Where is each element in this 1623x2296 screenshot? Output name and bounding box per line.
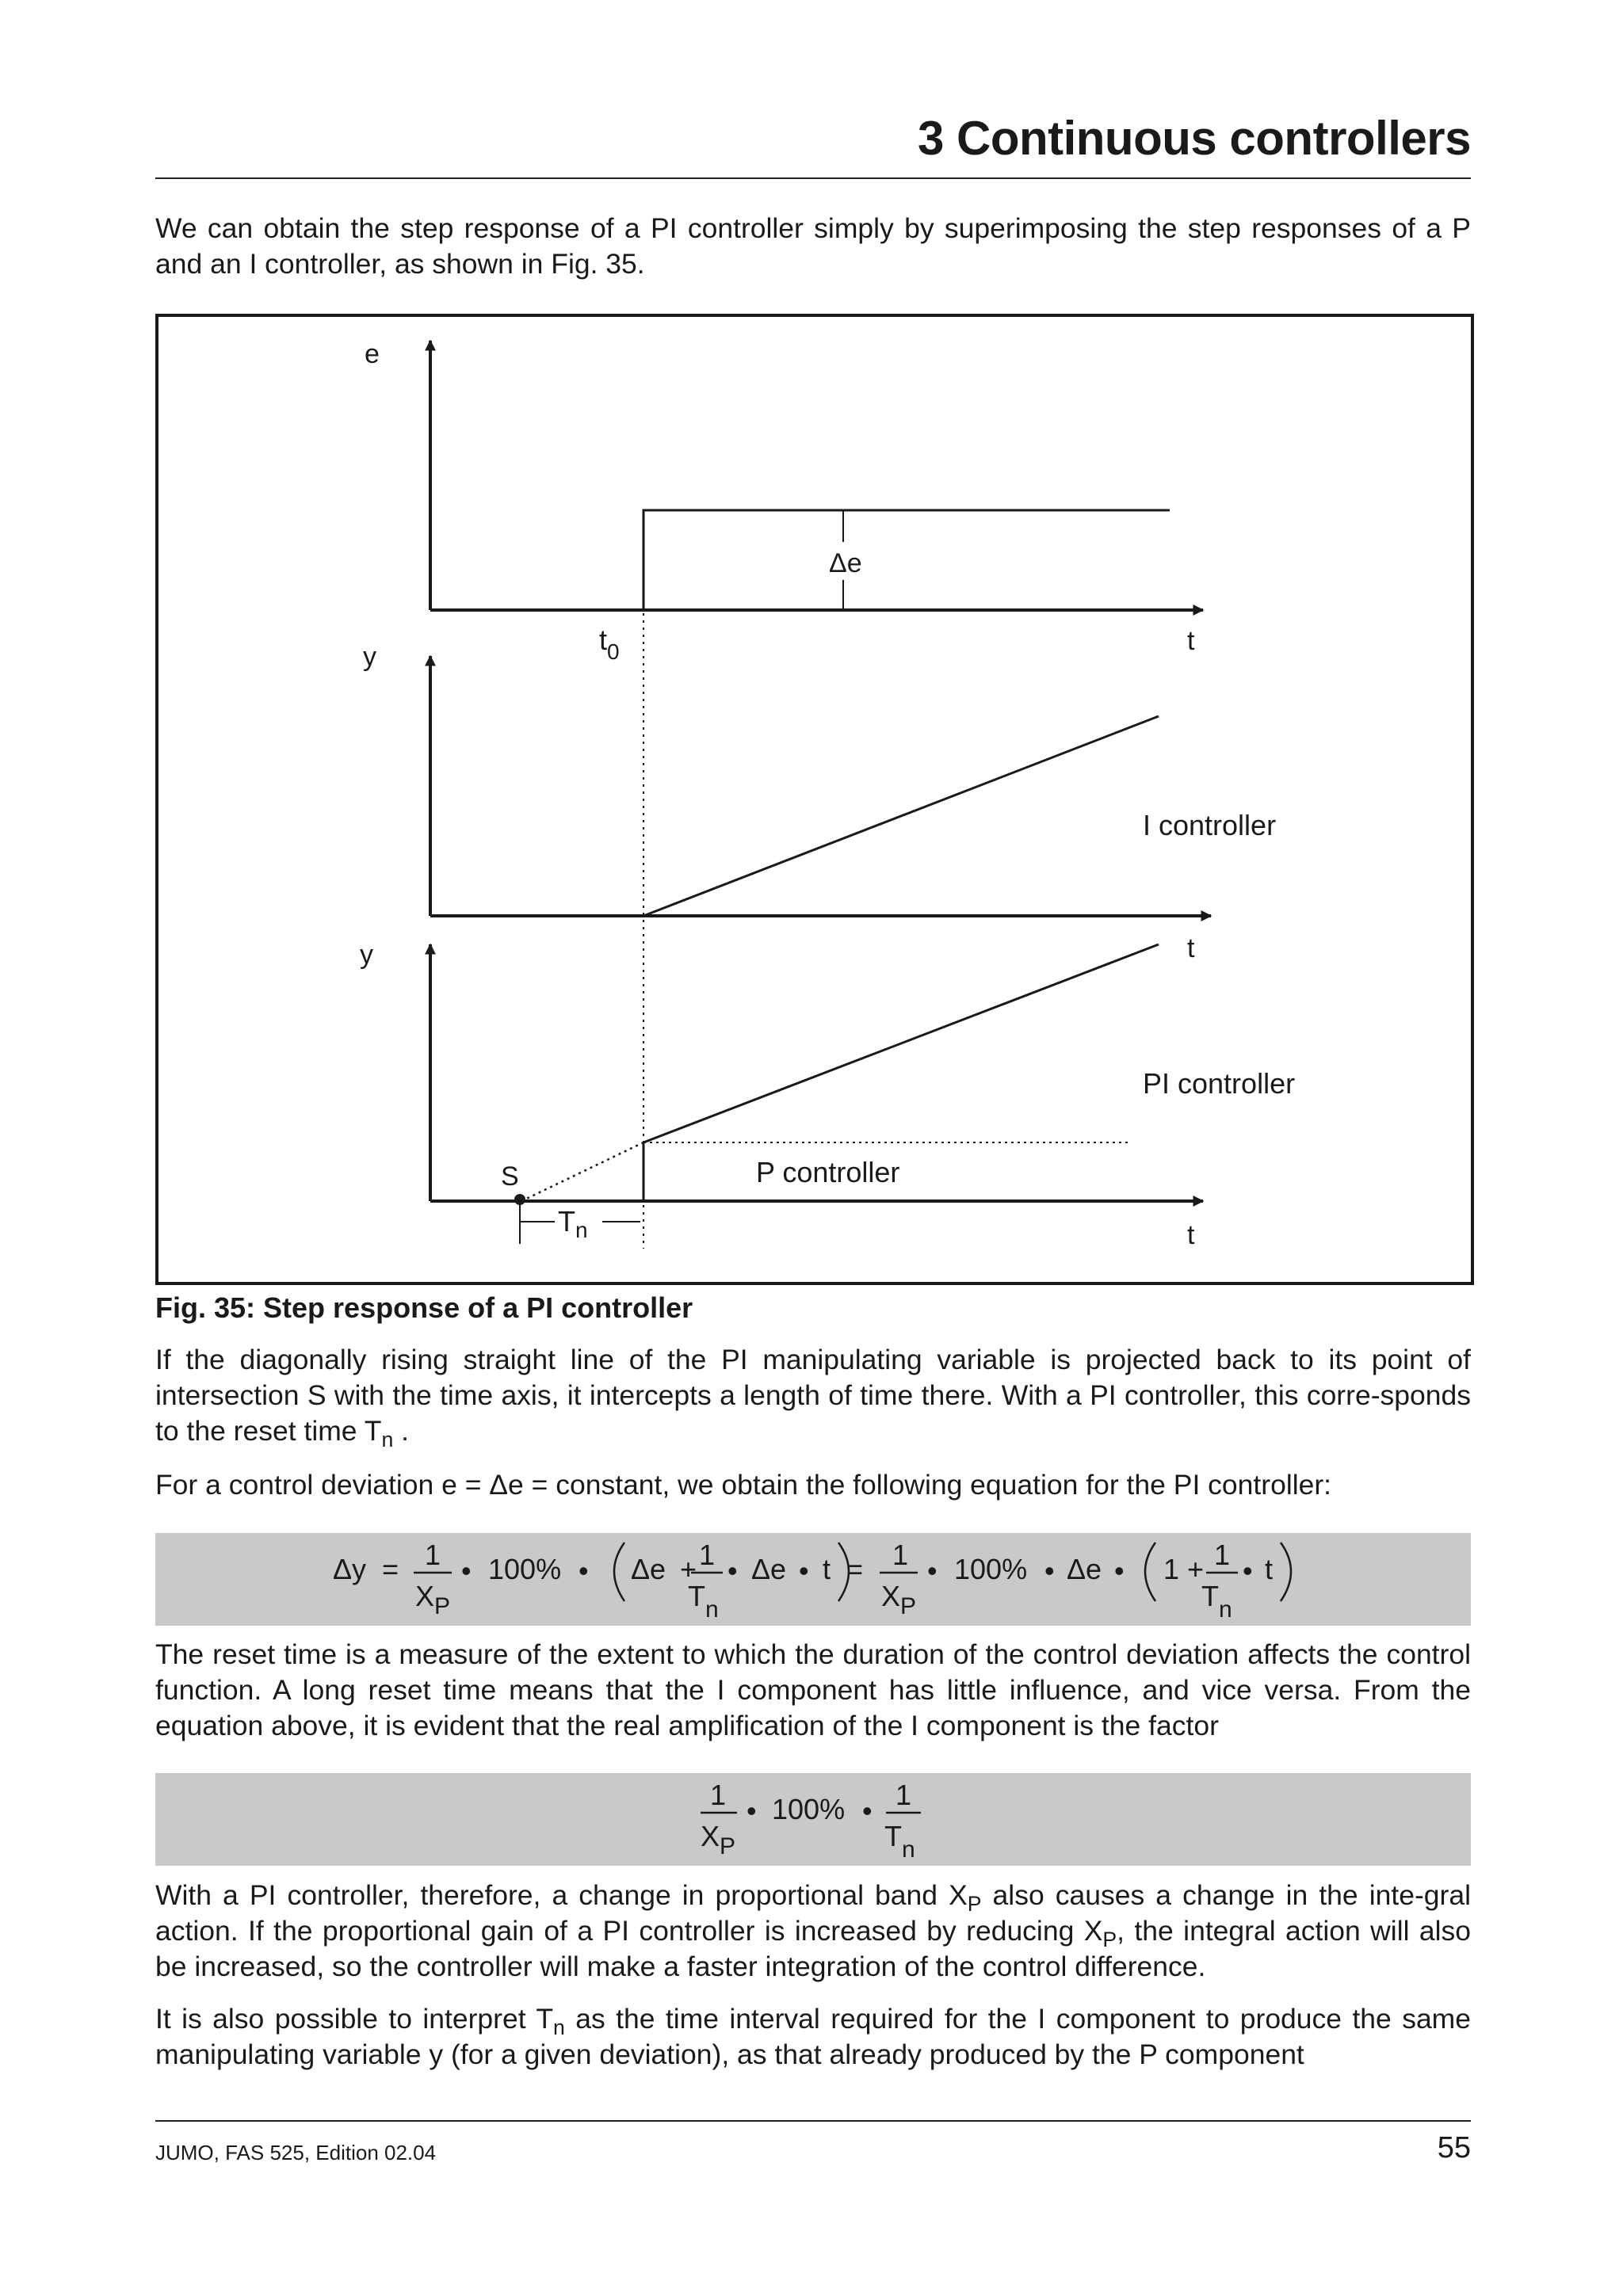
y-axis-pi-label: y	[360, 940, 373, 970]
eq1-delta-e-1: Δe	[631, 1553, 666, 1585]
delta-e-label: Δe	[829, 548, 862, 578]
pi-controller-label: PI controller	[1143, 1067, 1296, 1100]
eq1-denominator-xp-1: $X_P$	[415, 1580, 451, 1619]
footer-rule	[155, 2120, 1471, 2122]
eq2-dot-1: •	[747, 1794, 757, 1827]
pi-controller-ramp	[643, 944, 1159, 1142]
eq1-t-1: t	[823, 1553, 831, 1585]
t-axis-2-label: t	[1187, 933, 1195, 963]
eq2-denominator-xp: $X_P$	[701, 1820, 736, 1859]
t0-label: $t_0$	[599, 624, 620, 664]
page-number: 55	[1437, 2131, 1471, 2164]
intro-paragraph: We can obtain the step response of a PI controller simply by superimposing the step responses of a P and an I controller, as shown in Fig. 35.	[155, 212, 1471, 280]
eq1-delta-e-2: Δe	[751, 1553, 787, 1585]
eq1-dot-3: •	[727, 1554, 738, 1587]
figure-35	[155, 314, 1474, 1285]
tn-label: $T_n$	[558, 1205, 588, 1242]
pi-controller-equation	[155, 1533, 1471, 1626]
eq1-dot-4: •	[799, 1554, 809, 1587]
eq1-paren-open-1	[614, 1543, 624, 1601]
eq1-dot-2: •	[579, 1554, 589, 1587]
eq2-numerator-1: 1	[710, 1779, 727, 1811]
eq1-dot-6: •	[1044, 1554, 1055, 1587]
eq1-plus-2: +	[1187, 1553, 1205, 1585]
chapter-title: 3 Continuous controllers	[917, 112, 1471, 165]
eq1-dot-1: •	[461, 1554, 472, 1587]
i-amplification-factor	[155, 1773, 1471, 1866]
t-axis-3-label: t	[1187, 1220, 1195, 1250]
eq1-equals: =	[382, 1553, 399, 1585]
eq1-numerator-1: 1	[425, 1539, 441, 1571]
eq1-dot-5: •	[927, 1554, 938, 1587]
i-controller-ramp	[643, 716, 1159, 916]
eq1-percent-1: 100%	[488, 1553, 562, 1585]
eq2-percent: 100%	[772, 1793, 846, 1825]
eq1-plus-1: +	[680, 1553, 697, 1585]
eq1-dot-8: •	[1243, 1554, 1253, 1587]
eq1-numerator-3: 1	[892, 1539, 909, 1571]
s-point-label: S	[501, 1161, 519, 1192]
eq2-dot-2: •	[862, 1794, 873, 1827]
eq1-denominator-tn-1: $T_n$	[688, 1580, 719, 1623]
eq1-t-2: t	[1265, 1553, 1274, 1585]
eq1-paren-open-2	[1145, 1543, 1155, 1601]
eq1-equals-2: =	[846, 1553, 864, 1585]
figure-caption: Fig. 35: Step response of a PI controller	[155, 1291, 693, 1324]
eq1-denominator-xp-2: $X_P$	[881, 1580, 917, 1619]
header-rule	[155, 177, 1471, 179]
step-signal	[643, 510, 1170, 610]
eq1-one-plain: 1	[1163, 1553, 1180, 1585]
eq2-denominator-tn: $T_n$	[884, 1820, 915, 1863]
t-axis-1-label: t	[1187, 626, 1195, 656]
paragraph-reset-time-intro: If the diagonally rising straight line of the PI manipulating variable is projected back to its point of intersection S with the time axis, it intercepts a length of time there. With a PI controller, this corre-sponds to the reset time $T_n$ .	[155, 1344, 1471, 1451]
eq1-paren-close-2	[1281, 1543, 1291, 1601]
extrapolation-dotted	[521, 1142, 643, 1201]
eq1-dot-7: •	[1114, 1554, 1125, 1587]
equation-1-box	[155, 1533, 1471, 1626]
e-axis-label: e	[365, 339, 380, 369]
paragraph-tn-interpretation: It is also possible to interpret $T_n$ as the time interval required for the I component to produce the same manipulating variable y (for a given deviation), as that already produced by the P component	[155, 2003, 1472, 2070]
paragraph-reset-time-measure: The reset time is a measure of the extent to which the duration of the control deviation affects the control function. A long reset time means that the I component has little influence, and vice versa. From the equation above, it is evident that the real amplification of the I component is the factor	[155, 1638, 1471, 1741]
step-response-diagram	[158, 317, 1471, 1282]
eq1-delta-e-3: Δe	[1067, 1553, 1102, 1585]
eq1-lhs: Δy	[333, 1553, 367, 1585]
equation-2-box	[155, 1773, 1471, 1866]
eq1-percent-2: 100%	[954, 1553, 1028, 1585]
footer-edition: JUMO, FAS 525, Edition 02.04	[155, 2141, 437, 2164]
eq1-numerator-4: 1	[1214, 1539, 1231, 1571]
eq1-denominator-tn-2: $T_n$	[1201, 1580, 1232, 1623]
y-axis-i-label: y	[363, 642, 376, 672]
i-controller-label: I controller	[1143, 809, 1277, 841]
eq2-numerator-2: 1	[896, 1779, 912, 1811]
p-controller-label: P controller	[756, 1156, 900, 1188]
paragraph-proportional-band: With a PI controller, therefore, a change in proportional band $X_P$ also causes a change in the inte-gral action. If the proportional gain of a PI controller is increased by reducing $X_P$, the integral action will also be increased, so the controller will make a faster integration of the control difference.	[155, 1879, 1471, 1982]
paragraph-control-deviation: For a control deviation e = Δe = constant, we obtain the following equation for the PI controller:	[155, 1469, 1332, 1501]
eq1-numerator-2: 1	[699, 1539, 716, 1571]
